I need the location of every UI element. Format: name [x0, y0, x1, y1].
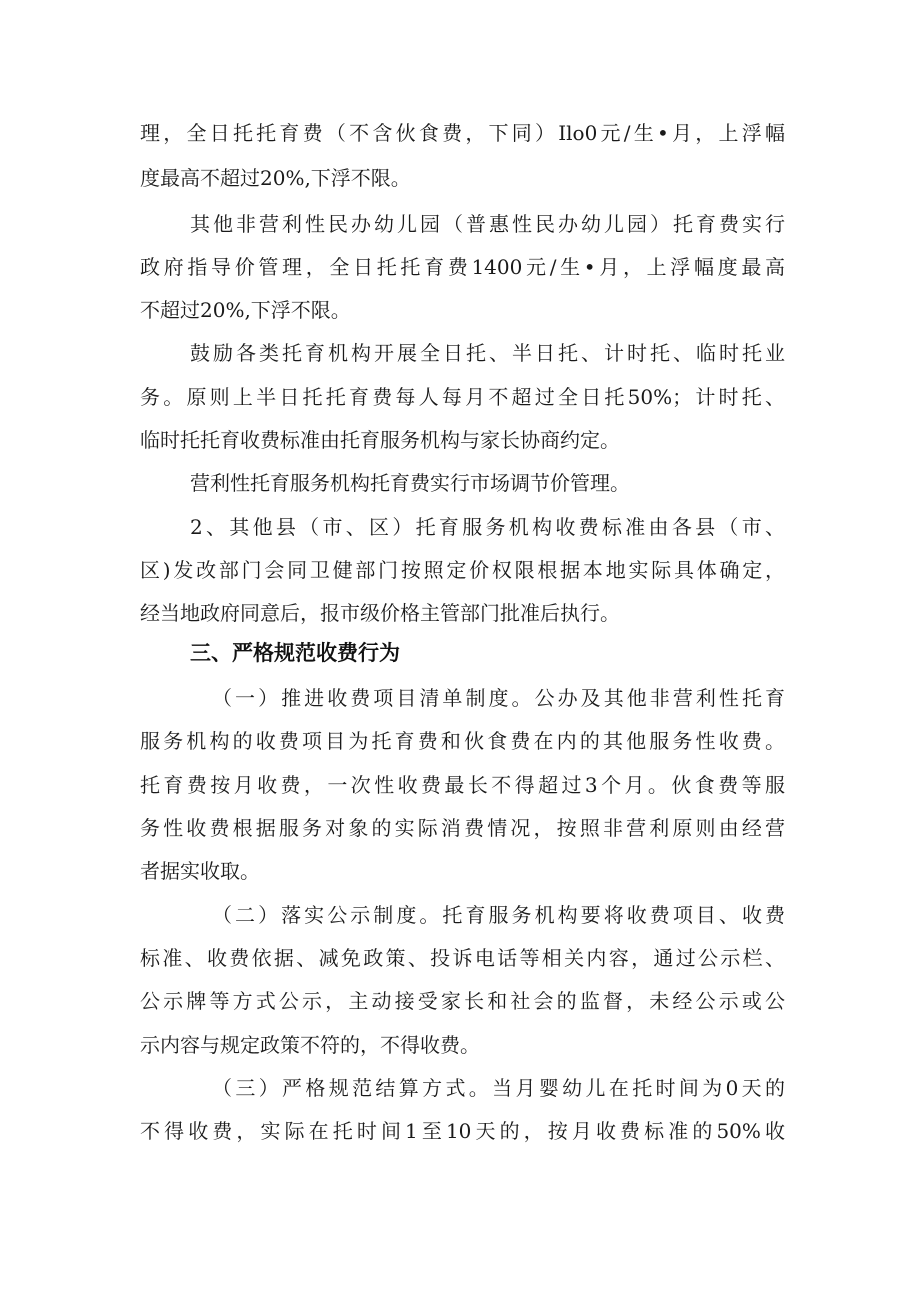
text-line: 营利性托育服务机构托育费实行市场调节价管理。	[190, 471, 630, 495]
text-line: 鼓励各类托育机构开展全日托、半日托、计时托、临时托业	[190, 341, 785, 365]
text-line: 理，全日托托育费（不含伙食费，下同）Ilo0元/生•月，上浮幅	[140, 121, 785, 145]
text-line: 不得收费，实际在托时间1至10天的，按月收费标准的50%收	[140, 1119, 785, 1143]
text-line: 2、其他县（市、区）托育服务机构收费标准由各县（市、	[190, 515, 785, 539]
text-line: 政府指导价管理，全日托托育费1400元/生•月，上浮幅度最高	[140, 255, 785, 279]
text-line: （三）严格规范结算方式。当月婴幼儿在托时间为0天的	[212, 1076, 785, 1100]
text-line: 示内容与规定政策不符的，不得收费。	[140, 1033, 480, 1057]
text-line: 经当地政府同意后，报市级价格主管部门批准后执行。	[140, 601, 620, 625]
text-line: （一）推进收费项目清单制度。公办及其他非营利性托育	[212, 686, 785, 710]
text-line: 者据实收取。	[140, 859, 260, 883]
text-line: 公示牌等方式公示，主动接受家长和社会的监督，未经公示或公	[140, 989, 785, 1013]
section-heading: 三、严格规范收费行为	[190, 641, 400, 665]
text-line: 标准、收费依据、减免政策、投诉电话等相关内容，通过公示栏、	[140, 946, 785, 970]
text-line: 务。原则上半日托托育费每人每月不超过全日托50%；计时托、	[140, 385, 785, 409]
text-line: 不超过20%,下浮不限。	[140, 298, 351, 322]
text-line: 托育费按月收费，一次性收费最长不得超过3个月。伙食费等服	[140, 773, 785, 797]
text-line: 其他非营利性民办幼儿园（普惠性民办幼儿园）托育费实行	[190, 212, 785, 236]
text-line: 服务机构的收费项目为托育费和伙食费在内的其他服务性收费。	[140, 729, 785, 753]
text-line: 临时托托育收费标准由托育服务机构与家长协商约定。	[140, 428, 620, 452]
text-line: （二）落实公示制度。托育服务机构要将收费项目、收费	[212, 903, 785, 927]
text-line: 务性收费根据服务对象的实际消费情况，按照非营利原则由经营	[140, 816, 785, 840]
text-line: 区)发改部门会同卫健部门按照定价权限根据本地实际具体确定，	[140, 558, 785, 582]
text-line: 度最高不超过20%,下浮不限。	[140, 166, 411, 190]
